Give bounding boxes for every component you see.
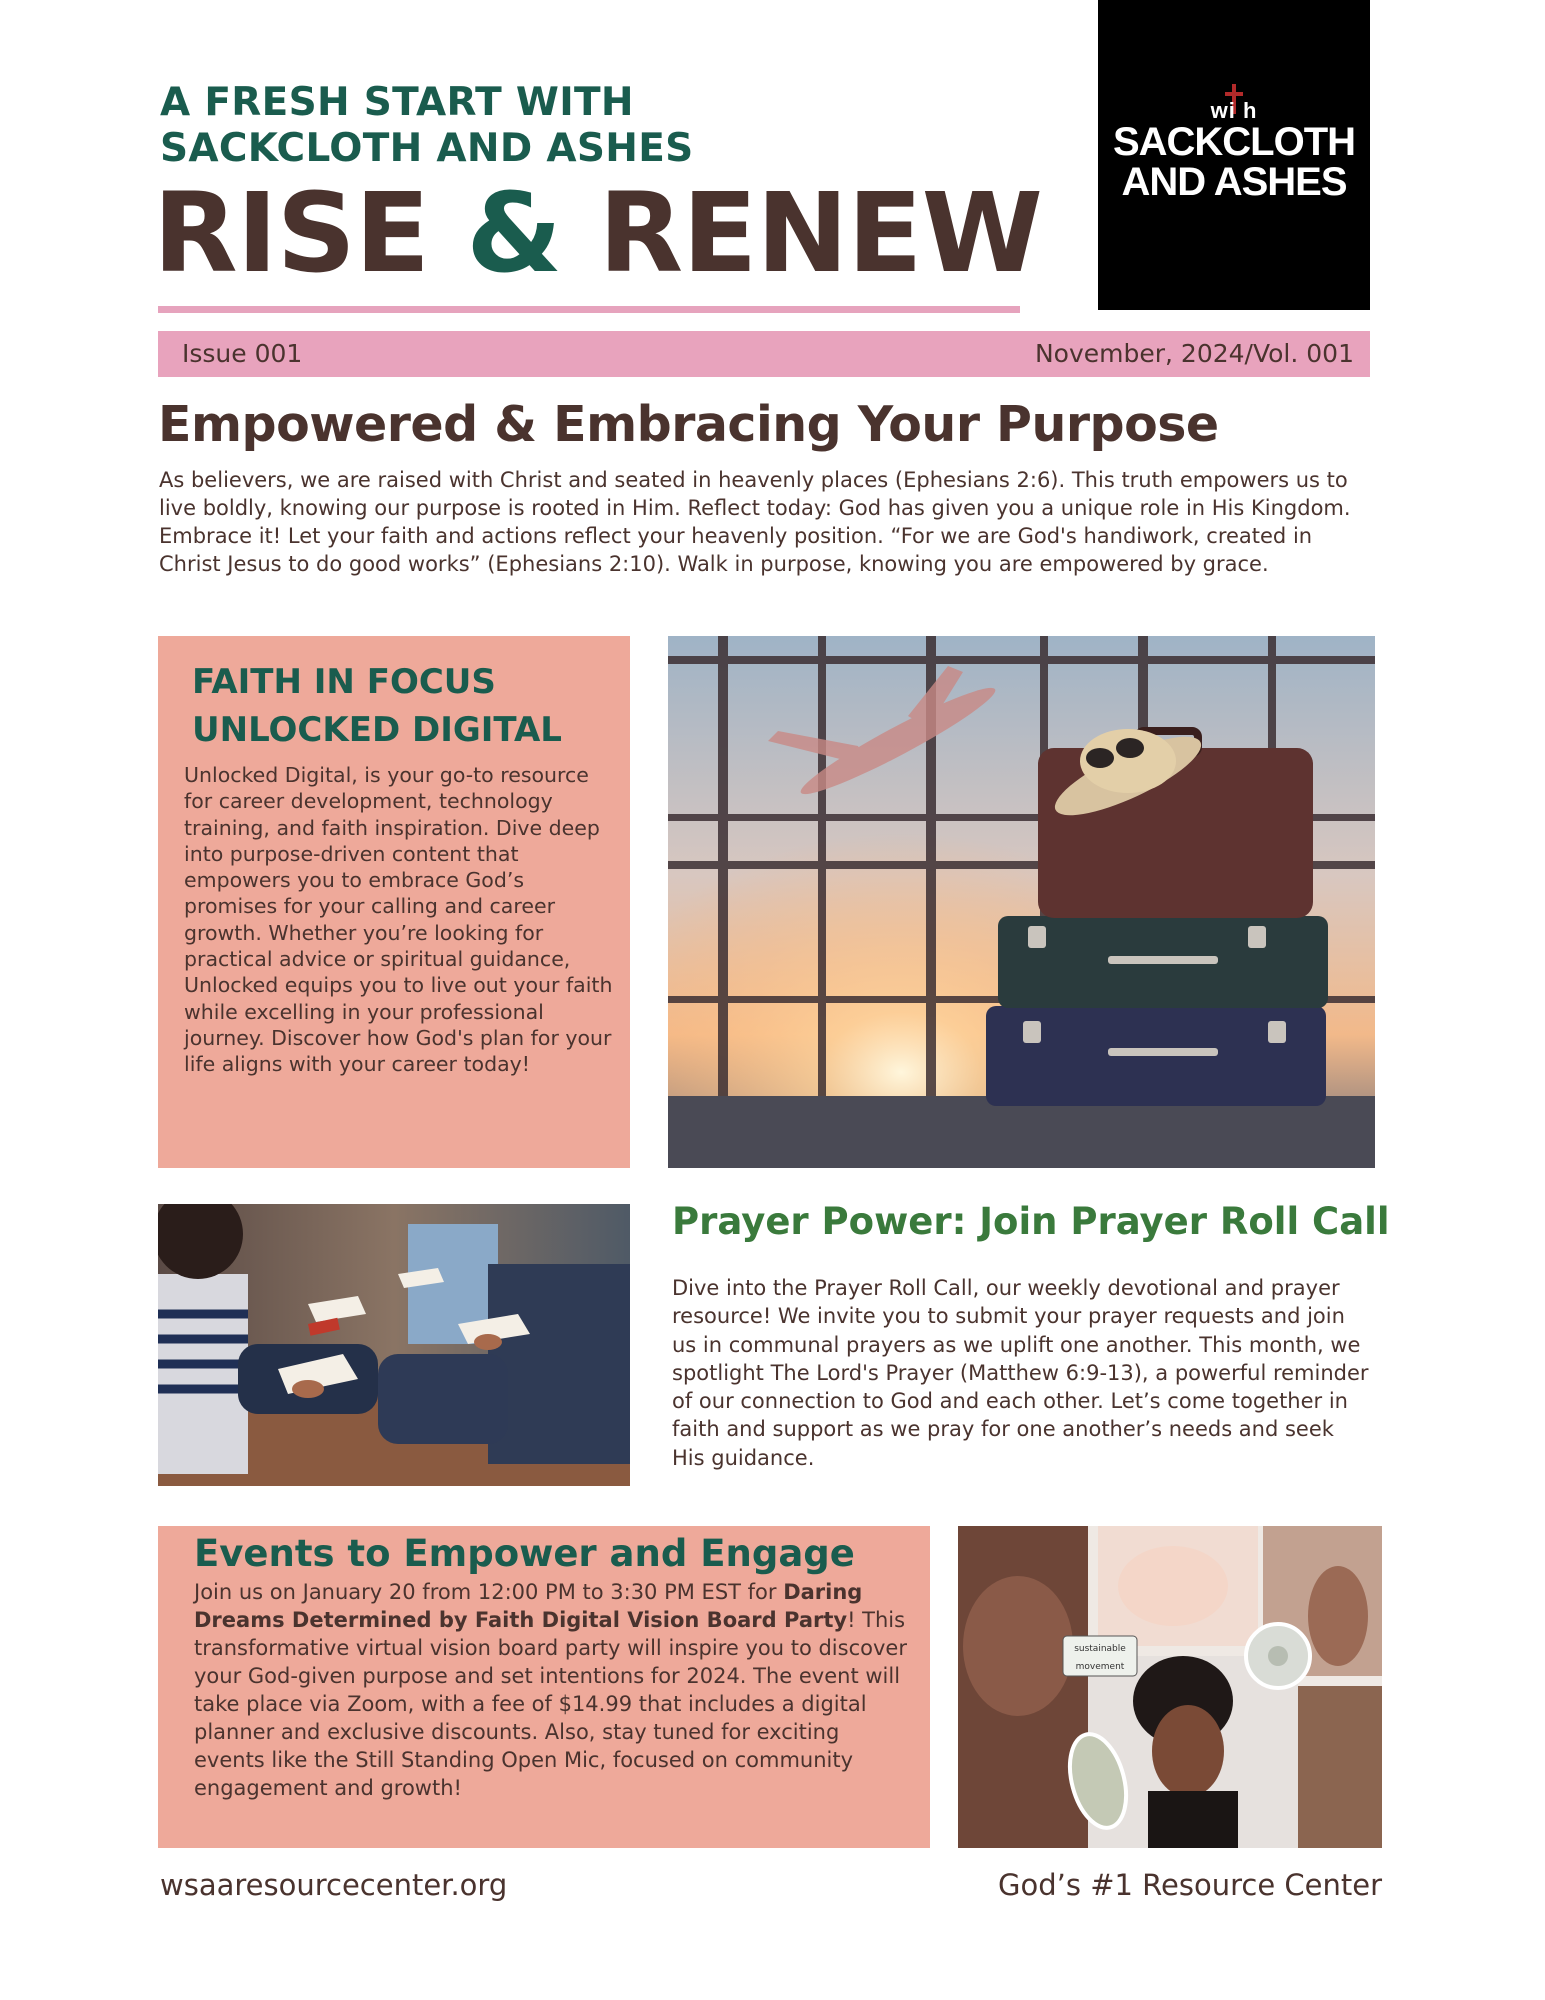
luggage-airport-photo xyxy=(668,636,1375,1168)
footer-tagline: God’s #1 Resource Center xyxy=(998,1868,1382,1902)
events-intro: Join us on January 20 from 12:00 PM to 3:30 PM EST for xyxy=(194,1580,784,1604)
faith-in-focus-body: Unlocked Digital, is your go-to resource for career development, technology training, and faith inspiration. Dive deep into purpose-driven content that empowers you to embrace God’s promises for your calling and career growth. Whether you’re looking for practical advice or spiritual guidance, Unlocked equips you to live out your faith while excelling in your professional journey. Discover how God's plan for your life aligns with your career today! xyxy=(184,763,613,1077)
logo-small-text: wi h xyxy=(1210,98,1258,123)
kicker-line-2: SACKCLOTH AND ASHES xyxy=(160,126,694,171)
sticker-text-line-1: sustainable xyxy=(1074,1644,1126,1654)
events-details: ! This transformative virtual vision board party will inspire you to discover your God-given purpose and set intentions for 2024. The event will take place via Zoom, with a fee of $14.99 that includes a digital planner and exclusive discounts. Also, stay tuned for exciting events like the Still Standing Open Mic, focused on community engagement and growth! xyxy=(194,1608,907,1800)
masthead-title xyxy=(153,168,1042,298)
vision-board-collage xyxy=(958,1526,1382,1848)
bible-study-group-photo xyxy=(158,1204,630,1486)
faith-title-line-2: UNLOCKED DIGITAL xyxy=(192,710,562,750)
events-highlight: Daring Dreams Determined by Faith Digital Vision Board Party xyxy=(194,1580,863,1632)
footer-website: wsaaresourcecenter.org xyxy=(160,1868,508,1902)
prayer-section-title: Prayer Power: Join Prayer Roll Call xyxy=(672,1200,1390,1243)
lead-article-body: As believers, we are raised with Christ and seated in heavenly places (Ephesians 2:6). This truth empowers us to live boldly, knowing our purpose is rooted in Him. Reflect today: God has given you a unique role in His Kingdom. Embrace it! Let your faith and actions reflect your heavenly position. “For we are God's handiwork, created in Christ Jesus to do good works” (Ephesians 2:10). Walk in purpose, knowing you are empowered by grace. xyxy=(159,468,1351,576)
masthead-ampersand: & xyxy=(466,169,562,297)
issue-date: November, 2024/Vol. 001 xyxy=(1034,339,1354,368)
faith-in-focus-panel xyxy=(158,636,630,1168)
sticker-text-line-2: movement xyxy=(1075,1662,1125,1672)
logo-line-2: AND ASHES xyxy=(1121,160,1347,204)
brand-logo xyxy=(1098,0,1370,310)
faith-title-line-1: FAITH IN FOCUS xyxy=(192,662,496,702)
prayer-section-body: Dive into the Prayer Roll Call, our weekly devotional and prayer resource! We invite you to submit your prayer requests and join us in communal prayers as we uplift one another. This month, we spotlight The Lord's Prayer (Matthew 6:9-13), a powerful reminder of our connection to God and each other. Let’s come together in faith and support as we pray for one another’s needs and seek His guidance. xyxy=(672,1276,1369,1470)
events-body xyxy=(194,1578,914,1802)
issue-number: Issue 001 xyxy=(182,339,303,368)
lead-article-title: Empowered & Embracing Your Purpose xyxy=(158,396,1219,453)
masthead-renew: RENEW xyxy=(561,169,1042,297)
kicker-heading xyxy=(160,80,1060,172)
masthead-rise: RISE xyxy=(153,169,467,297)
kicker-line-1: A FRESH START WITH xyxy=(160,80,634,125)
events-title: Events to Empower and Engage xyxy=(194,1532,855,1575)
masthead-divider xyxy=(158,306,1020,313)
faith-in-focus-title xyxy=(192,658,622,754)
events-panel xyxy=(158,1526,930,1848)
logo-line-1: SACKCLOTH xyxy=(1112,120,1356,164)
issue-bar xyxy=(158,331,1370,377)
